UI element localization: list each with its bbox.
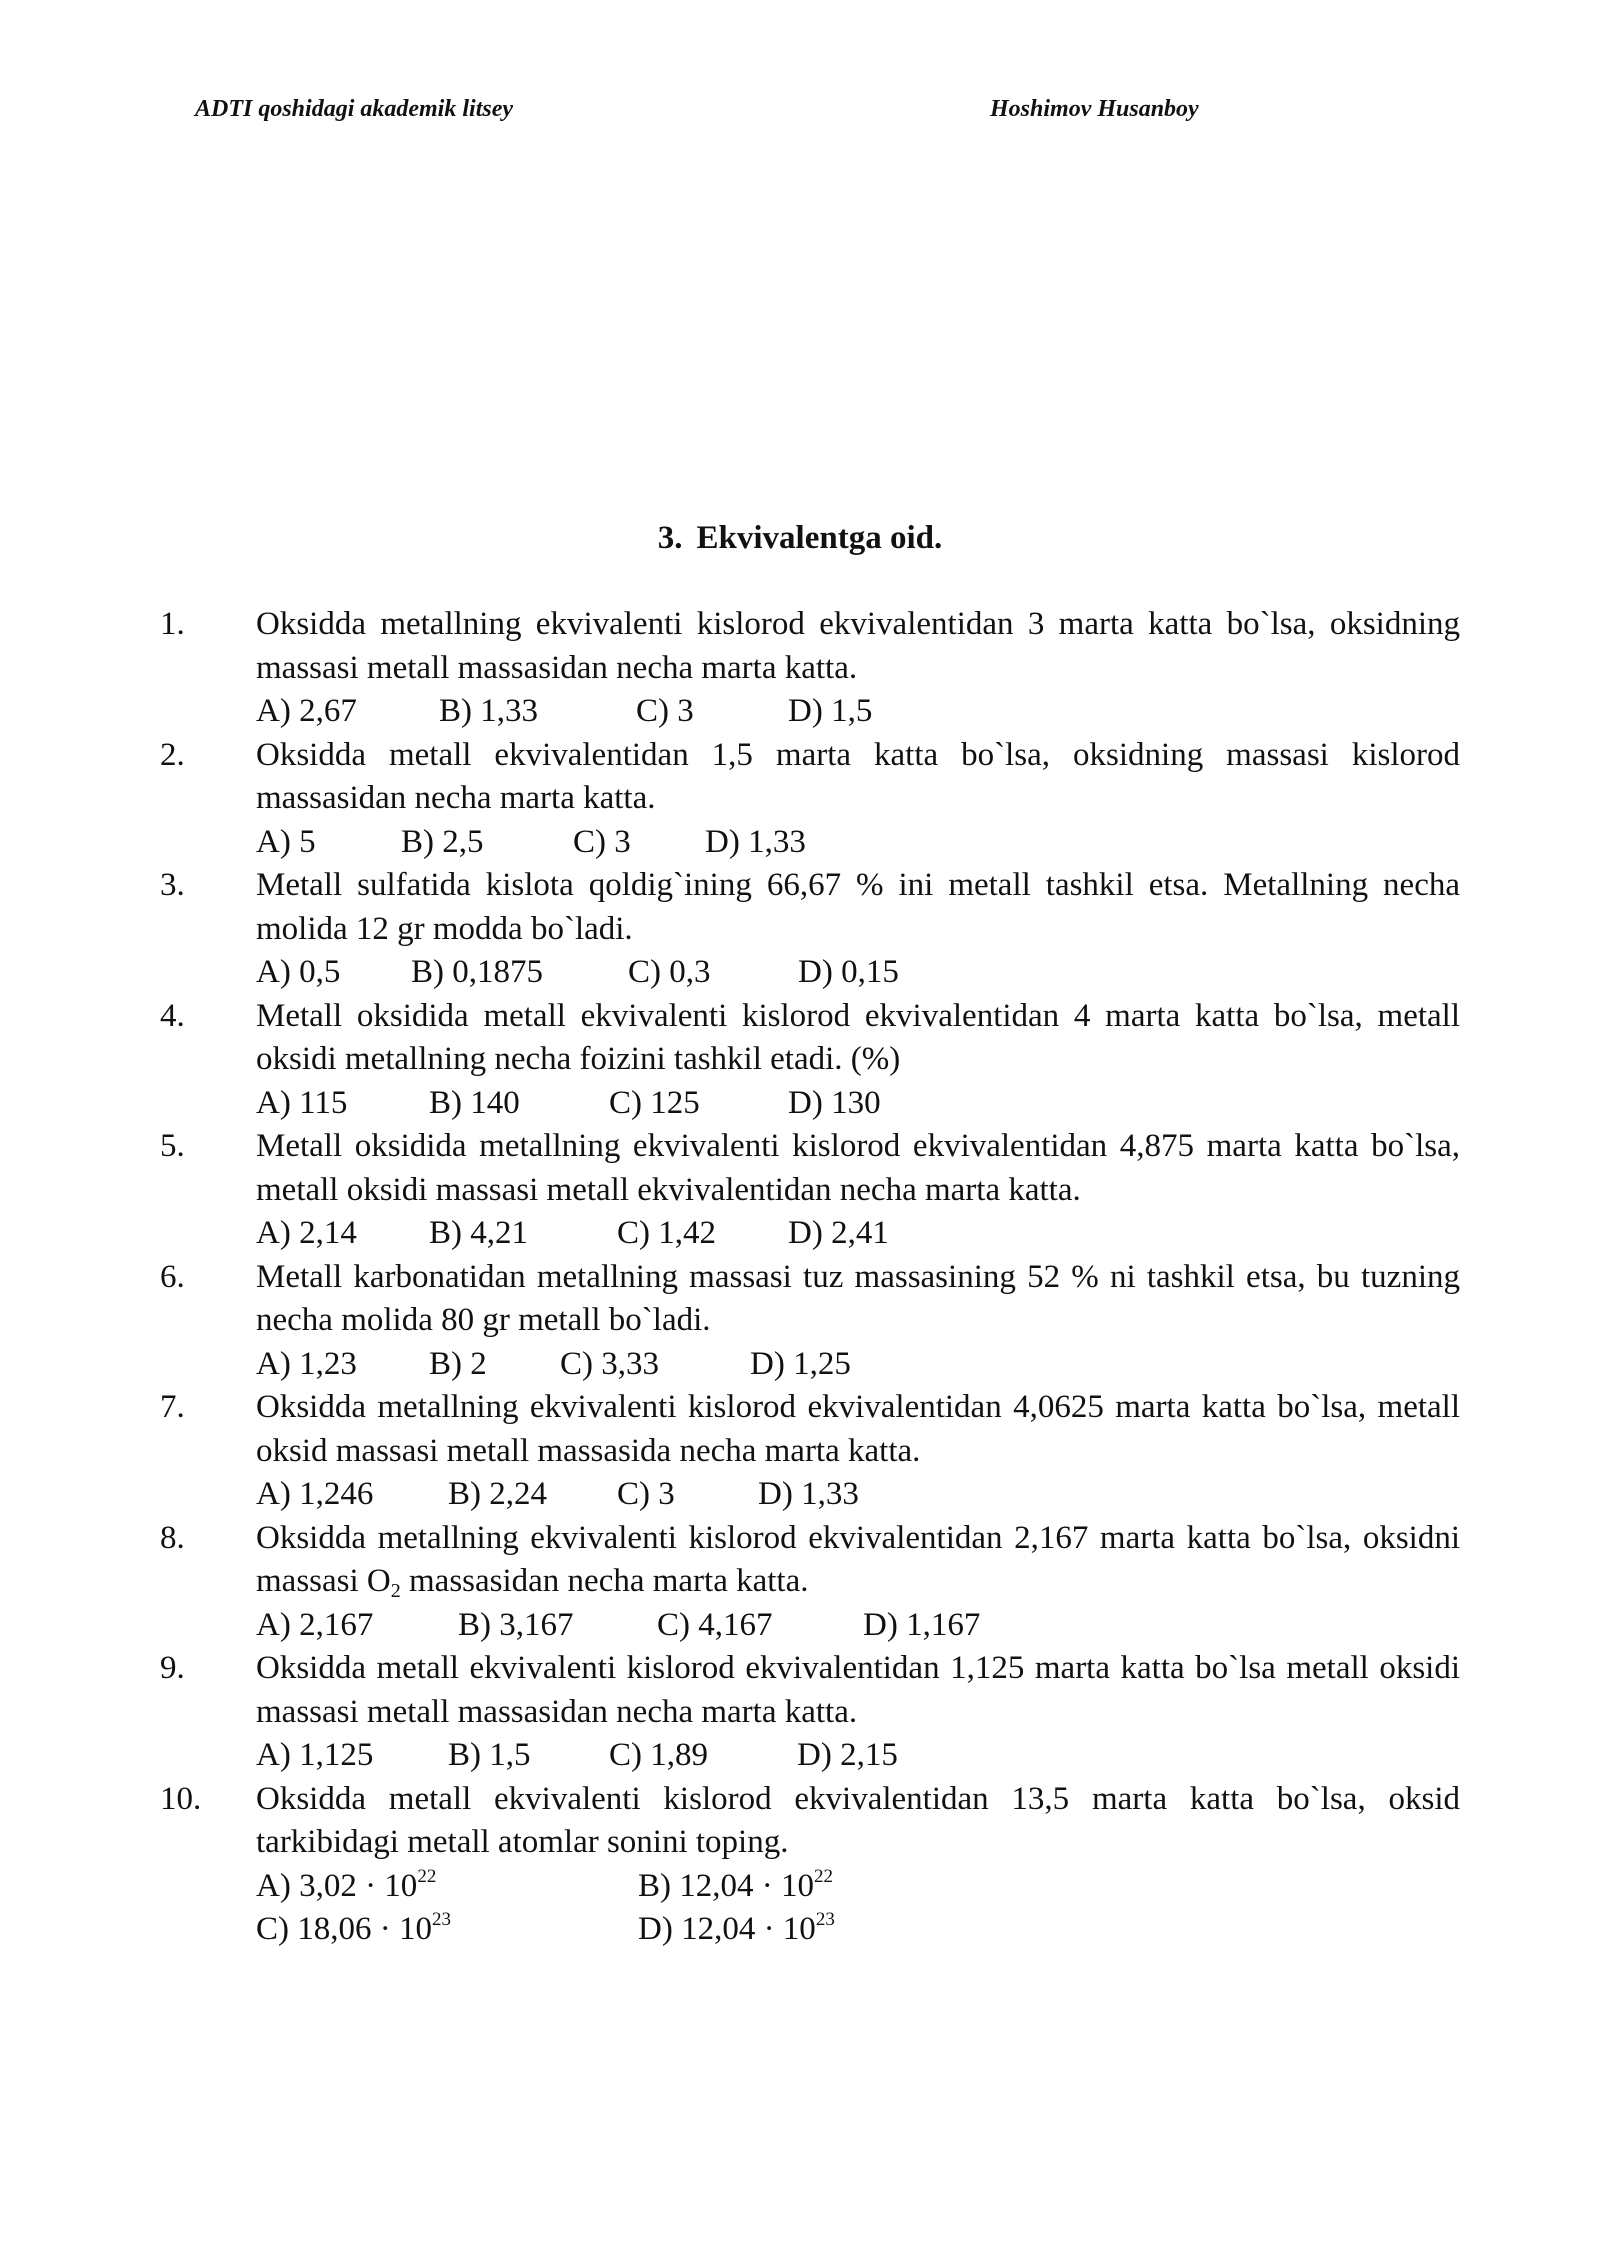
question-text — [256, 1517, 1460, 1604]
question-number: 5. — [160, 1128, 185, 1164]
question-list — [160, 603, 1460, 1952]
answer-options — [256, 1734, 1460, 1778]
answer-options — [256, 1343, 1460, 1387]
question-item — [160, 1647, 1460, 1778]
answer-option: C) 125 — [609, 1084, 700, 1121]
question-number: 2. — [160, 736, 185, 773]
answer-option: D) 2,41 — [788, 1215, 889, 1251]
question-text: Oksidda metall ekvivalenti kislorod ekvivalentidan 13,5 marta katta bo`lsa, oksid tarkibidagi metall atomlar sonini toping. — [256, 1780, 1460, 1860]
question-text: Metall sulfatida kislota qoldig`ining 66,67 % ini metall tashkil etsa. Metallning necha molida 12 gr modda bo`ladi. — [256, 867, 1460, 947]
answer-option: B) 1,33 — [439, 693, 538, 729]
header-author: Hoshimov Husanboy — [990, 96, 1199, 122]
question-number: 9. — [160, 1650, 185, 1686]
question-item — [160, 1256, 1460, 1387]
question-number: 6. — [160, 1258, 185, 1295]
answer-option: D) 130 — [788, 1084, 881, 1121]
answer-option: B) 0,1875 — [411, 954, 543, 990]
answer-options — [256, 1473, 1460, 1517]
header-school: ADTI qoshidagi akademik litsey — [195, 96, 513, 122]
answer-option: D) 1,167 — [863, 1606, 981, 1643]
answer-option: B) 140 — [429, 1084, 520, 1121]
answer-option: B) 4,21 — [429, 1215, 528, 1251]
answer-base: A) 3,02 · 10 — [256, 1867, 418, 1904]
subscript: 2 — [390, 1580, 401, 1602]
answer-base: C) 18,06 · 10 — [256, 1911, 432, 1947]
question-text: Oksidda metallning ekvivalenti kislorod ekvivalentidan 4,0625 marta katta bo`lsa, metall oksid massasi metall massasida necha marta katta. — [256, 1389, 1460, 1469]
answer-exponent: 23 — [815, 1909, 835, 1930]
question-item — [160, 1517, 1460, 1648]
answer-exponent: 22 — [814, 1865, 833, 1887]
answer-options — [256, 1865, 1460, 1952]
question-text: Metall oksidida metallning ekvivalenti kislorod ekvivalentidan 4,875 marta katta bo`lsa, metall oksidi massasi metall ekvivalentidan necha marta katta. — [256, 1128, 1460, 1208]
question-text: Metall oksidida metall ekvivalenti kislorod ekvivalentidan 4 marta katta bo`lsa, metall oksidi metallning necha foizini tashkil etadi. (%) — [256, 997, 1460, 1077]
answer-option — [256, 1865, 638, 1909]
question-text: Oksidda metall ekvivalenti kislorod ekvivalentidan 1,125 marta katta bo`lsa metall oksidi massasi metall massasidan necha marta katta. — [256, 1650, 1460, 1730]
answer-option: A) 2,67 — [256, 693, 357, 729]
question-text: Oksidda metallning ekvivalenti kislorod ekvivalentidan 3 marta katta bo`lsa, oksidning massasi metall massasidan necha marta katta. — [256, 606, 1460, 686]
question-item — [160, 1386, 1460, 1517]
answer-option: A) 5 — [256, 823, 316, 860]
answer-option — [256, 1908, 638, 1952]
answer-option: D) 1,33 — [705, 823, 806, 860]
answer-option: B) 2 — [429, 1345, 487, 1382]
answer-option: A) 115 — [256, 1084, 348, 1121]
answer-option: C) 3 — [617, 1476, 675, 1512]
answer-option: B) 2,24 — [448, 1476, 547, 1512]
answer-option: A) 1,125 — [256, 1737, 374, 1773]
answer-option: A) 1,246 — [256, 1476, 374, 1512]
answer-exponent: 23 — [432, 1909, 451, 1930]
question-item — [160, 603, 1460, 734]
question-number: 4. — [160, 997, 185, 1034]
answer-base: B) 12,04 · 10 — [638, 1867, 814, 1904]
question-text-part: massasidan necha marta katta. — [400, 1563, 809, 1599]
question-item — [160, 864, 1460, 995]
question-item — [160, 734, 1460, 865]
question-number: 1. — [160, 606, 185, 642]
answer-option: A) 2,167 — [256, 1606, 374, 1643]
answer-options — [256, 1212, 1460, 1256]
answer-option: C) 1,89 — [609, 1737, 708, 1773]
page-header — [0, 96, 1600, 126]
question-number: 8. — [160, 1519, 185, 1556]
answer-option: D) 1,5 — [788, 693, 873, 729]
answer-base: D) 12,04 · 10 — [638, 1911, 816, 1947]
answer-option: D) 1,33 — [758, 1476, 859, 1512]
answer-option: B) 1,5 — [448, 1737, 531, 1773]
answer-option: C) 0,3 — [628, 954, 711, 990]
answer-option: A) 0,5 — [256, 954, 341, 990]
question-item — [160, 1125, 1460, 1256]
answer-option — [638, 1908, 1038, 1952]
answer-options — [256, 690, 1460, 734]
question-text-part: Oksidda metallning ekvivalenti kislorod ekvivalentidan 2,167 marta katta bo`lsa, oksidni massasi O — [256, 1519, 1460, 1599]
answer-options — [256, 1082, 1460, 1126]
section-number: 3. — [657, 520, 683, 556]
answer-options — [256, 1604, 1460, 1648]
section-title-text: Ekvivalentga oid. — [696, 520, 943, 556]
answer-option: C) 3 — [573, 823, 631, 860]
answer-option: C) 1,42 — [617, 1215, 716, 1251]
answer-exponent: 22 — [417, 1865, 437, 1887]
answer-option: A) 1,23 — [256, 1345, 357, 1382]
answer-option — [638, 1865, 1038, 1909]
answer-options — [256, 951, 1460, 995]
section-title — [0, 520, 1600, 557]
answer-option: C) 3 — [636, 693, 694, 729]
question-item — [160, 1778, 1460, 1952]
question-text: Oksidda metall ekvivalentidan 1,5 marta katta bo`lsa, oksidning massasi kislorod massasidan necha marta katta. — [256, 736, 1460, 816]
question-text: Metall karbonatidan metallning massasi tuz massasining 52 % ni tashkil etsa, bu tuzning necha molida 80 gr metall bo`ladi. — [256, 1258, 1460, 1338]
answer-option: D) 2,15 — [797, 1737, 898, 1773]
question-item — [160, 995, 1460, 1126]
answer-option: B) 3,167 — [458, 1606, 574, 1643]
answer-option: B) 2,5 — [401, 823, 484, 860]
answer-option: C) 4,167 — [657, 1606, 773, 1643]
question-number: 7. — [160, 1389, 185, 1425]
answer-option: C) 3,33 — [560, 1345, 659, 1382]
answer-option: A) 2,14 — [256, 1215, 357, 1251]
answer-option: D) 0,15 — [798, 954, 899, 990]
question-number: 3. — [160, 867, 185, 903]
question-number: 10. — [160, 1780, 202, 1817]
answer-option: D) 1,25 — [750, 1345, 851, 1382]
answer-options — [256, 821, 1460, 865]
